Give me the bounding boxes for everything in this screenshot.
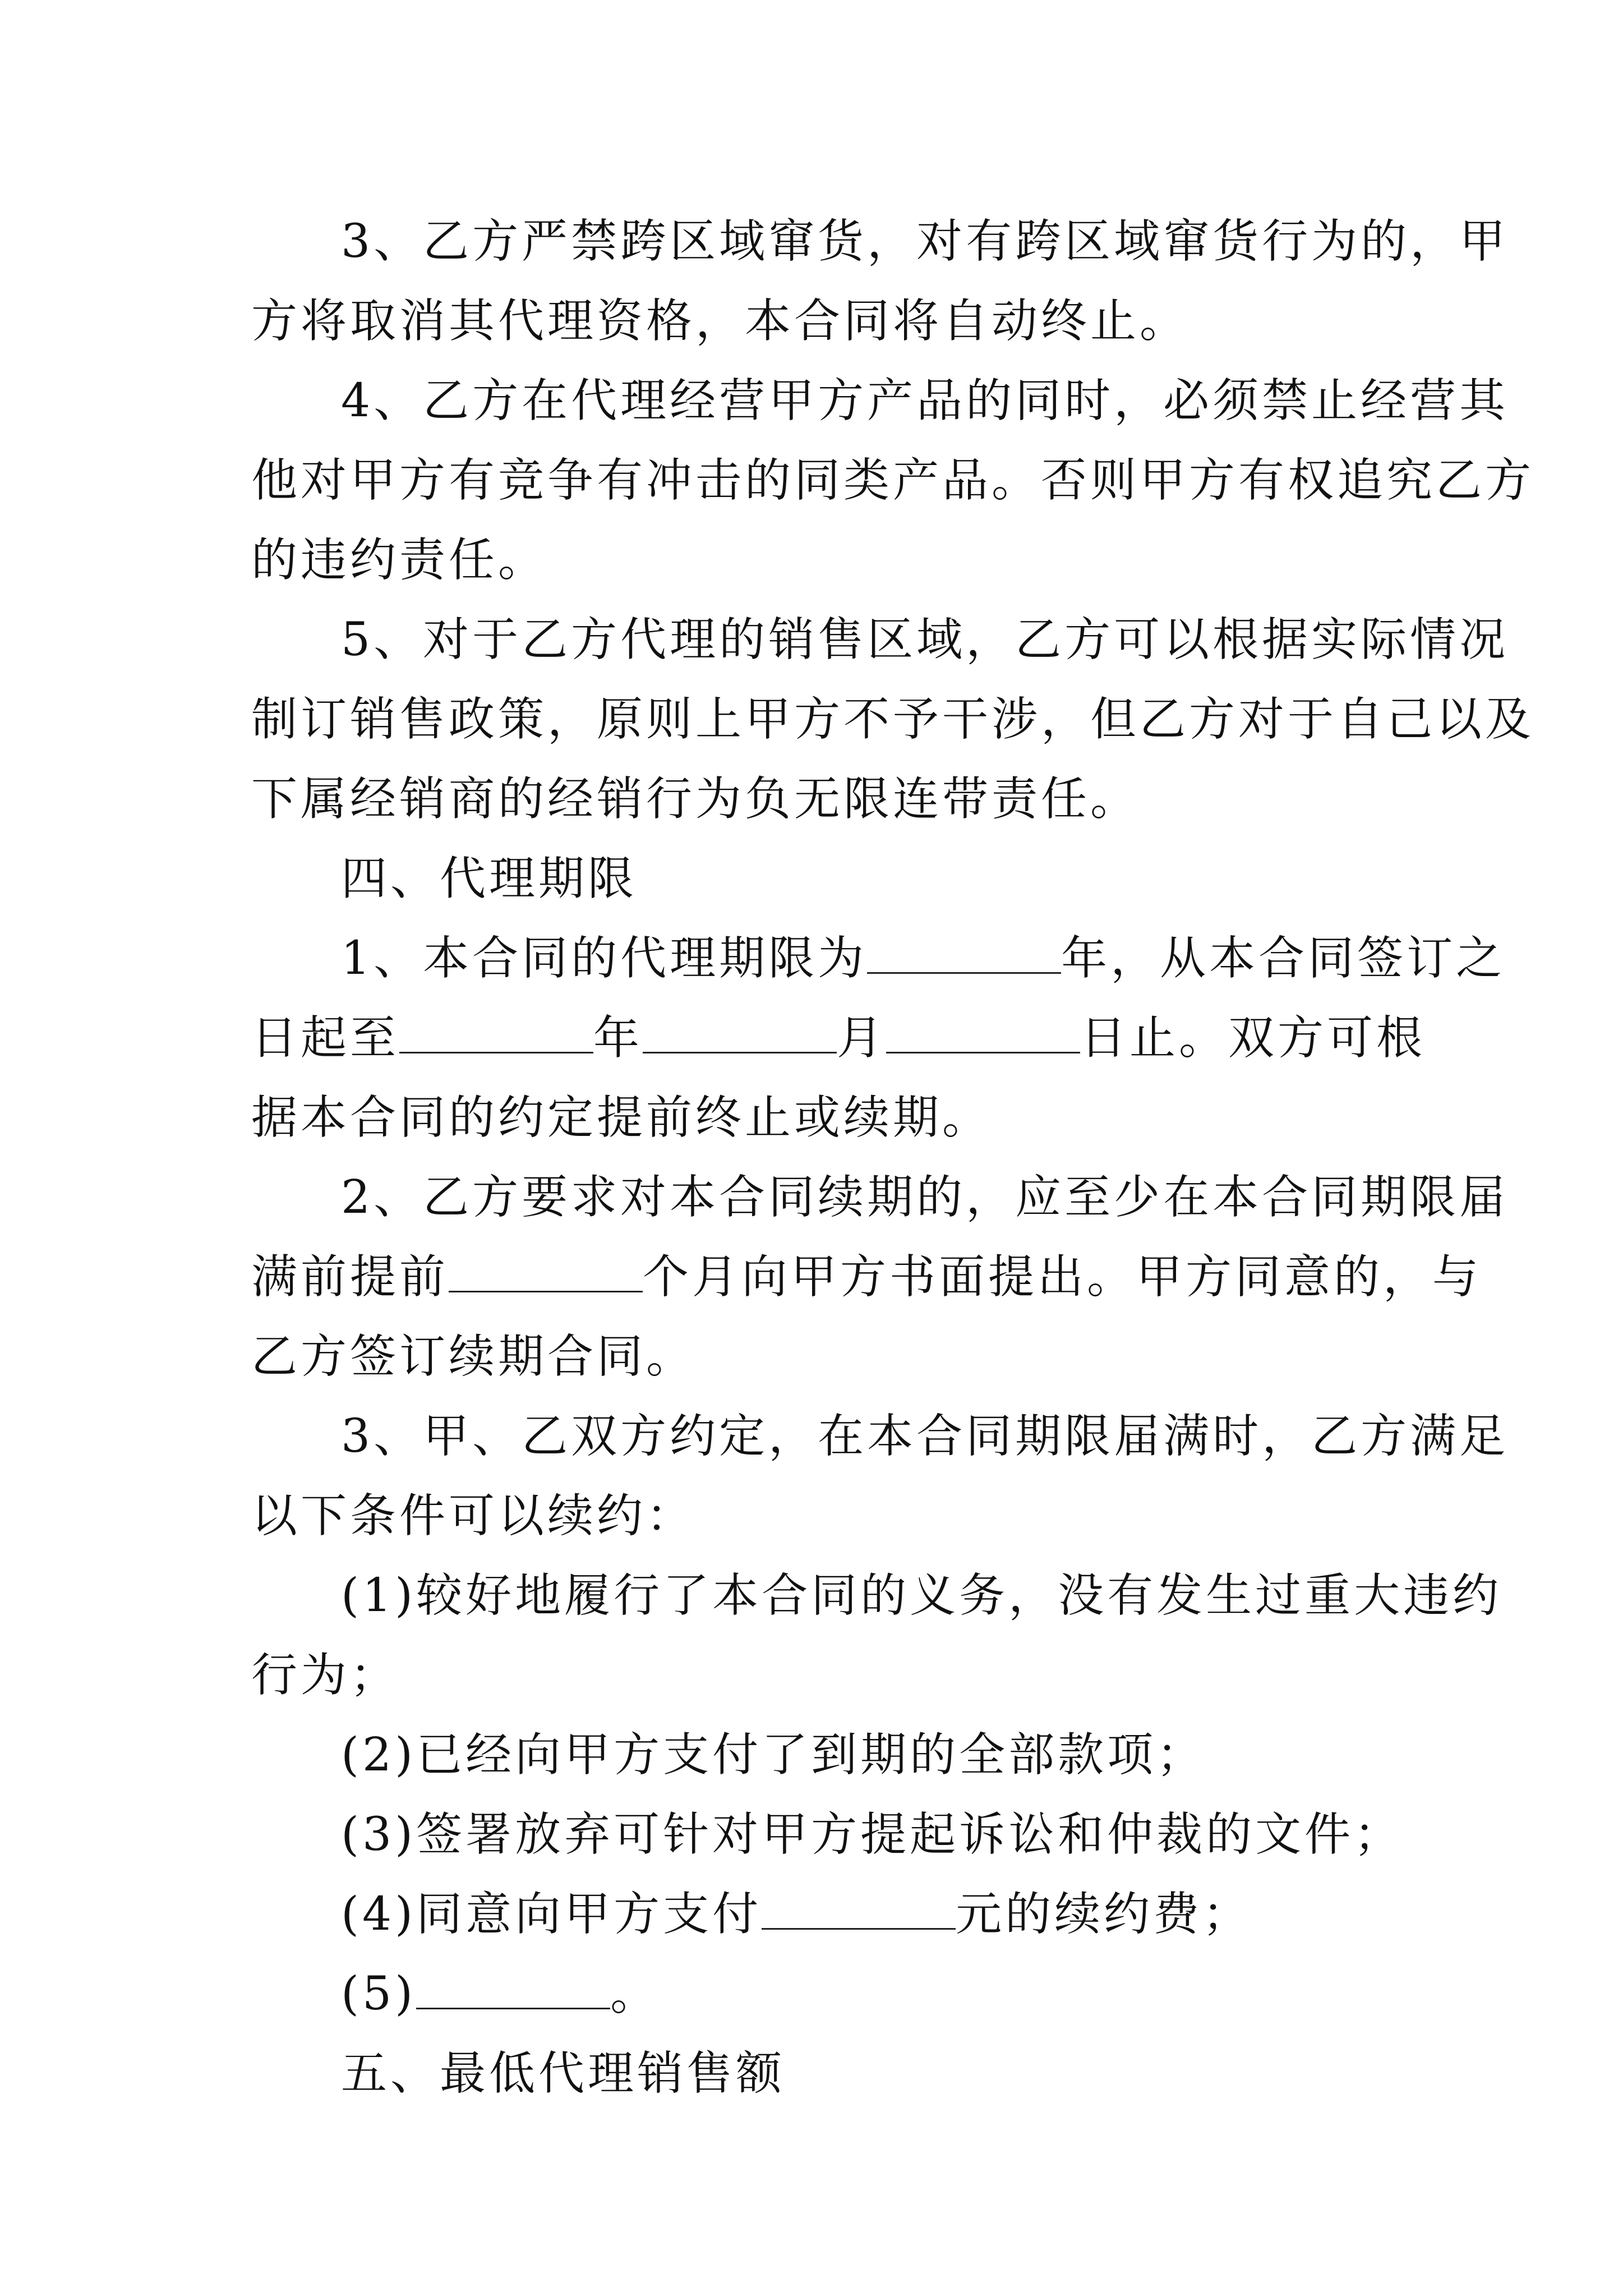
text-line: [251, 361, 1509, 441]
text-segment: 下属经销商的经销行为负无限连带责任。: [251, 772, 1140, 826]
text-segment: (5): [341, 1967, 417, 2021]
text-segment: 1、本合同的代理期限为: [341, 932, 868, 985]
text-segment: 他对甲方有竞争有冲击的同类产品。否则甲方有权追究乙方: [251, 454, 1535, 507]
text-segment: 日止。双方可根: [1080, 1011, 1426, 1065]
text-segment: 个月向甲方书面提出。甲方同意的，与: [643, 1250, 1482, 1304]
text-line: [251, 919, 1506, 999]
text-line: [251, 680, 1535, 760]
text-segment: 五、最低代理销售额: [341, 2047, 786, 2100]
text-line: [251, 1636, 1387, 1715]
text-segment: (4)同意向甲方支付: [341, 1888, 762, 1941]
text-line: [251, 1158, 1509, 1237]
text-segment: 方将取消其代理资格，本合同将自动终止。: [251, 295, 1189, 348]
text-segment: 日起至: [251, 1011, 400, 1065]
text-line: [251, 1715, 1387, 1795]
text-segment: 2、乙方要求对本合同续期的，应至少在本合同期限届: [341, 1171, 1509, 1224]
text-segment: 四、代理期限: [341, 852, 638, 905]
fill-in-blank: [399, 1009, 593, 1053]
fill-in-blank: [762, 1885, 956, 1930]
text-segment: 3、甲、乙双方约定，在本合同期限届满时，乙方满足: [341, 1410, 1509, 1463]
text-line: [251, 1795, 1404, 1875]
document-body: [251, 202, 1535, 2114]
text-line: [251, 1317, 1387, 1397]
text-line: [251, 1078, 1387, 1158]
text-segment: 满前提前: [251, 1250, 449, 1304]
text-segment: 乙方签订续期合同。: [251, 1330, 696, 1383]
text-line: [251, 1237, 1482, 1317]
fill-in-blank: [643, 1009, 837, 1053]
text-segment: 的违约责任。: [251, 533, 548, 587]
text-line: [251, 521, 1387, 600]
fill-in-blank: [416, 1965, 610, 2009]
text-segment: 5、对于乙方代理的销售区域，乙方可以根据实际情况: [341, 613, 1509, 666]
fill-in-blank: [449, 1248, 643, 1292]
text-line: [251, 999, 1426, 1078]
text-segment: 据本合同的约定提前终止或续期。: [251, 1091, 992, 1144]
text-line: [251, 1397, 1509, 1476]
text-line: [251, 600, 1509, 680]
text-segment: 月: [837, 1011, 887, 1065]
text-line: [251, 1875, 1387, 1954]
text-segment: 年，从本合同签订之: [1061, 932, 1506, 985]
text-line: [251, 2034, 1387, 2114]
text-segment: 以下条件可以续约：: [251, 1489, 696, 1543]
text-segment: 行为；: [251, 1649, 400, 1702]
text-segment: (3)签署放弃可针对甲方提起诉讼和仲裁的文件；: [341, 1808, 1404, 1861]
text-line: [251, 1556, 1502, 1636]
text-line: [251, 760, 1387, 839]
text-line: [251, 282, 1387, 361]
text-segment: 3、乙方严禁跨区域窜货，对有跨区域窜货行为的，甲: [341, 215, 1509, 268]
text-line: [251, 839, 1387, 919]
text-segment: 制订销售政策，原则上甲方不予干涉，但乙方对于自己以及: [251, 693, 1535, 746]
text-line: [251, 202, 1509, 282]
text-line: [251, 1476, 1387, 1556]
text-segment: (2)已经向甲方支付了到期的全部款项；: [341, 1728, 1206, 1782]
text-segment: 元的续约费；: [956, 1888, 1252, 1941]
fill-in-blank: [867, 930, 1061, 974]
text-line: [251, 441, 1535, 521]
fill-in-blank: [886, 1009, 1080, 1053]
text-segment: 。: [610, 1967, 660, 2021]
text-segment: (1)较好地履行了本合同的义务，没有发生过重大违约: [341, 1569, 1502, 1622]
text-segment: 4、乙方在代理经营甲方产品的同时，必须禁止经营其: [341, 374, 1509, 427]
text-segment: 年: [593, 1011, 643, 1065]
text-line: [251, 1954, 1387, 2034]
